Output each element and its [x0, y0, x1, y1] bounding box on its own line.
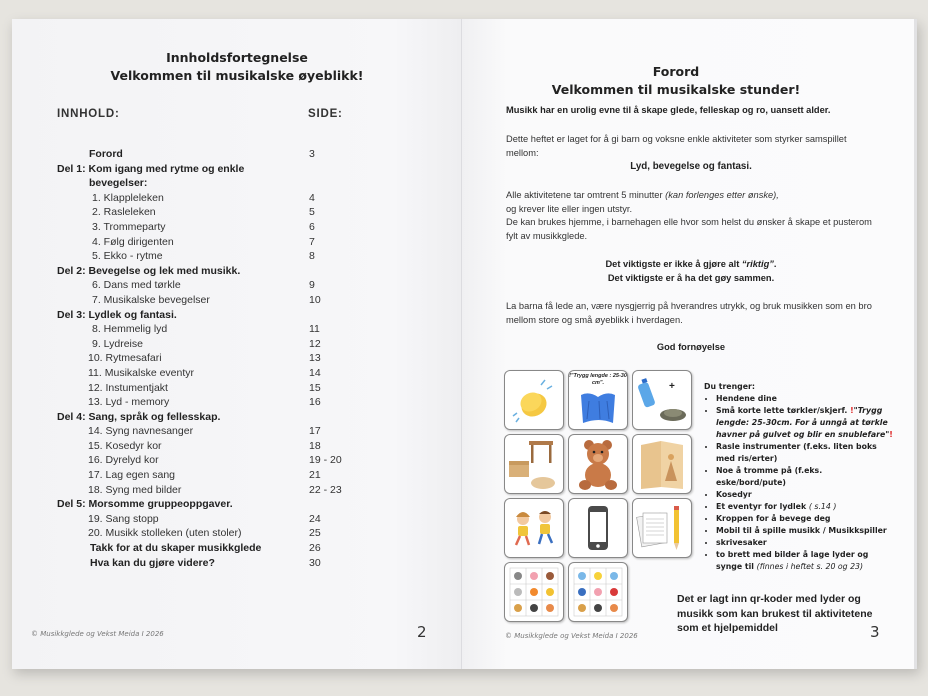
toc-label: 5. Ekko - rytme [92, 250, 163, 263]
needs-item: • Kroppen for å bevege deg [716, 513, 894, 525]
toc-row [57, 293, 377, 308]
story-book-tile [632, 434, 692, 494]
animal-board-icon [505, 563, 563, 621]
toc-row [57, 483, 377, 498]
warning-mark: ! [850, 406, 854, 415]
toc-label: Takk for at du skaper musikkglede [90, 542, 262, 555]
toc-label: 7. Musikalske bevegelser [92, 293, 210, 306]
needs-item: • Kosedyr [716, 489, 894, 501]
toc-row [57, 205, 377, 220]
needs-item-text: Små korte lette tørkler/skjerf. [716, 406, 851, 415]
toc-label: Del 5: Morsomme gruppeoppgaver. [57, 498, 233, 511]
toc-page-number: 18 [309, 439, 321, 452]
teddy-bear-icon [569, 435, 627, 493]
story-book-icon [633, 435, 691, 493]
toc-label: 15. Kosedyr kor [88, 439, 162, 452]
needs-item: • skrivesaker [716, 537, 894, 549]
toc-label: 17. Lag egen sang [88, 469, 175, 482]
toc-label: 11. Musikalske eventyr [88, 366, 195, 379]
toc-label: 14. Syng navnesanger [88, 425, 194, 438]
paragraph-2 [506, 189, 876, 243]
svg-text:+: + [669, 381, 675, 392]
toc-row [57, 395, 377, 410]
scarf-tile [568, 370, 628, 430]
foreword-title-line2: Velkommen til musikalske stunder! [551, 82, 801, 97]
toc-page-number: 4 [309, 191, 315, 204]
page-number: 3 [870, 623, 880, 641]
toc-label: 4. Følg dirigenten [92, 235, 174, 248]
toc-title-line2: Velkommen til musikalske øyeblikk! [110, 68, 364, 83]
toc-page-number: 19 - 20 [309, 454, 342, 467]
toc-page-number: 17 [309, 425, 321, 438]
toc-label: bevegelser: [89, 177, 148, 190]
toc-label: Hva kan du gjøre videre? [90, 556, 215, 569]
paragraph-2-text-b: og krever lite eller ingen utstyr. [506, 203, 633, 214]
foreword-title-line1: Forord [652, 64, 700, 79]
toc-row [57, 526, 377, 541]
toc-label: 16. Dyrelyd kor [88, 454, 159, 467]
needs-item [716, 501, 894, 513]
closing-text: God fornøyelse [656, 342, 726, 352]
toc-page-number: 14 [309, 366, 321, 379]
toc-row [57, 556, 377, 571]
toc-row [57, 278, 377, 293]
toc-row [57, 424, 377, 439]
important-line-1: Det viktigste er ikke å gjøre alt [605, 259, 742, 269]
table-of-contents [57, 147, 377, 570]
page-reference: ( s.14 ) [808, 502, 837, 511]
toc-row [57, 366, 377, 381]
toc-row [57, 337, 377, 352]
toc-label: Del 1: Kom igang med rytme og enkle [57, 162, 245, 175]
safety-note: "Trygg lengde: 25-30cm. For å unngå at tørkle havner på gulvet og blir en snublefare" [716, 406, 890, 439]
toc-page-number: 15 [309, 381, 321, 394]
mobile-phone-tile [568, 498, 628, 558]
paragraph-2-italic: (kan forlenges etter ønske), [665, 190, 779, 200]
toc-title [12, 49, 462, 85]
toc-row [57, 497, 377, 512]
toc-page-number: 8 [309, 250, 315, 263]
toc-page-number: 10 [309, 293, 321, 306]
needs-item: • Rasle instrumenter (f.eks. liten boks med ris/erter) [716, 441, 894, 465]
toc-row [57, 191, 377, 206]
important-emphasis: “riktig” [741, 259, 774, 269]
important-period: . [773, 259, 777, 269]
copyright-footer: © Musikkglede og Vekst Meida I 2026 [31, 630, 164, 638]
important-note [506, 258, 876, 285]
toc-page-number: 30 [309, 556, 321, 569]
paragraph-2-text-c: De kan brukes hjemme, i barnehagen elle hvor som helst du ønsker å skape et pusterom fylt av musikkglede. [506, 217, 872, 241]
toc-label: 12. Instumentjakt [88, 381, 168, 394]
dancing-kids-icon [505, 499, 563, 557]
toc-page-number: 11 [309, 323, 320, 336]
toc-label: 18. Syng med bilder [88, 483, 182, 496]
mobile-phone-icon [569, 499, 627, 557]
toc-row [57, 439, 377, 454]
intro-text: Musikk har en urolig evne til å skape glede, felleskap og ro, uansett alder. [506, 105, 831, 115]
toc-row [57, 162, 377, 177]
needs-item: • Hendene dine [716, 393, 894, 405]
qr-code-note: Det er lagt inn qr-koder med lyder og musikk som kan brukest til aktivitetene som et hjelpemiddel [677, 593, 873, 634]
toc-column-content: INNHOLD: [57, 108, 120, 120]
toc-row [57, 264, 377, 279]
clapping-hands-icon [505, 371, 563, 429]
toc-row [57, 176, 377, 191]
needs-item: • Noe å tromme på (f.eks. eske/bord/pute) [716, 465, 894, 489]
toc-page-number: 25 [309, 527, 321, 540]
toc-label: 10. Rytmesafari [88, 352, 162, 365]
scarf-caption: !"Trygg lengde : 25-30 cm". [569, 373, 627, 386]
box-table-cushion-icon [505, 435, 563, 493]
toc-page-number: 5 [309, 206, 315, 219]
right-page [462, 19, 917, 669]
animal-board-tile [504, 562, 564, 622]
toc-row [57, 351, 377, 366]
toc-title-line1: Innholdsfortegnelse [166, 50, 308, 65]
toc-label: 3. Trommeparty [92, 220, 166, 233]
toc-page-number: 24 [309, 512, 321, 525]
left-page [12, 19, 462, 669]
warning-mark: ! [889, 430, 893, 439]
toc-row [57, 147, 377, 162]
toc-label: 2. Rasleleken [92, 206, 156, 219]
paragraph-1 [506, 133, 876, 174]
toc-label: 13. Lyd - memory [88, 396, 170, 409]
toc-row [57, 308, 377, 323]
toc-page-number: 16 [309, 396, 321, 409]
teddy-bear-tile [568, 434, 628, 494]
bottle-with-seeds-icon [633, 371, 691, 429]
needs-item: • Mobil til å spille musikk / Musikkspiller [716, 525, 894, 537]
toc-row [57, 468, 377, 483]
toc-page-number: 21 [309, 469, 321, 482]
clapping-hands-tile [504, 370, 564, 430]
toc-page-number: 13 [309, 352, 321, 365]
toc-label: 6. Dans med tørkle [92, 279, 181, 292]
toc-column-page: SIDE: [308, 108, 343, 120]
toc-page-number: 6 [309, 220, 315, 233]
toc-label: 1. Klappleleken [92, 191, 164, 204]
toc-row [57, 512, 377, 527]
important-line-2: Det viktigste er å ha det gøy sammen. [607, 272, 775, 283]
toc-label: Del 2: Bevegelse og lek med musikk. [57, 264, 241, 277]
paragraph-2-text-a: Alle aktivitetene tar omtrent 5 minutter [506, 190, 666, 200]
paper-pencil-tile [632, 498, 692, 558]
bottle-seeds-tile [632, 370, 692, 430]
toc-label: 9. Lydreise [92, 337, 143, 350]
toc-row [57, 541, 377, 556]
needs-list [704, 381, 894, 573]
toc-label: 20. Musikk stolleken (uten stoler) [88, 527, 242, 540]
toc-label: Forord [89, 148, 123, 160]
toc-label: Del 4: Sang, språk og fellesskap. [57, 410, 221, 423]
needs-item-text: Et eventyr for lydlek [716, 502, 809, 511]
toc-page-number: 3 [309, 148, 315, 160]
paragraph-1-highlight: Lyd, bevegelse og fantasi. [630, 161, 752, 172]
box-table-cushion-tile [504, 434, 564, 494]
toc-page-number: 12 [309, 337, 321, 350]
toc-row [57, 249, 377, 264]
paragraph-3: La barna få lede an, være nysgjerrig på hverandres utrykk, og bruk musikken som en bro mellom store og små øyeblikk i hverdagen. [506, 301, 872, 325]
toc-row [57, 220, 377, 235]
needs-item-text: to brett med bilder å lage lyder og synge til [716, 550, 869, 571]
toc-row [57, 453, 377, 468]
toc-page-number: 7 [309, 235, 315, 248]
toc-row [57, 322, 377, 337]
toc-label: 19. Sang stopp [88, 512, 159, 525]
paragraph-1-text: Dette heftet er laget for å gi barn og voksne enkle aktiviteter som styrker samspillet mellom: [506, 134, 847, 158]
page-number: 2 [417, 623, 427, 641]
dancing-kids-tile [504, 498, 564, 558]
foreword-title [450, 63, 902, 99]
needs-title: Du trenger: [704, 382, 755, 391]
toc-row [57, 235, 377, 250]
toc-page-number: 26 [309, 542, 321, 555]
needs-item [716, 549, 894, 573]
weather-animal-board-icon [569, 563, 627, 621]
paper-and-pencil-icon [633, 499, 691, 557]
weather-animal-board-tile [568, 562, 628, 622]
page-reference: (finnes i heftet s. 20 og 23) [756, 562, 864, 571]
copyright-footer: © Musikkglede og Vekst Meida I 2026 [505, 632, 638, 640]
toc-label: 8. Hemmelig lyd [92, 323, 168, 336]
needs-item [716, 405, 894, 441]
toc-page-number: 9 [309, 279, 315, 292]
toc-label: Del 3: Lydlek og fantasi. [57, 308, 177, 321]
toc-row [57, 381, 377, 396]
toc-row [57, 410, 377, 425]
toc-page-number: 22 - 23 [309, 483, 342, 496]
